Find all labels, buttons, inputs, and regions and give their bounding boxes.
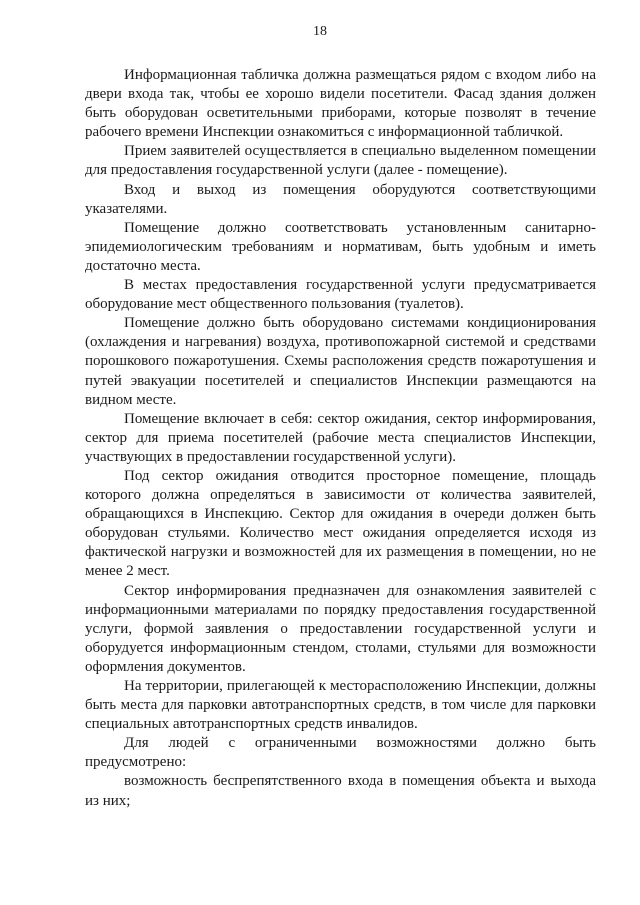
paragraph-sectors: Помещение включает в себя: сектор ожидания, сектор информирования, сектор для приема посетителей (рабочие места специалистов Инспекции, участвующих в предоставлении государственной услуги).: [85, 410, 596, 465]
document-body: [85, 66, 596, 811]
paragraph-waiting-sector: Под сектор ожидания отводится просторное помещение, площадь которого должна определяться в зависимости от количества заявителей, обращающихся в Инспекцию. Сектор для ожидания в очереди должен быть оборудован стульями. Количество мест ожидания определяется исходя из фактической нагрузки и возможностей для их размещения в помещении, но не менее 2 мест.: [85, 467, 596, 580]
paragraph-info-sign: Информационная табличка должна размещаться рядом с входом либо на двери входа так, чтобы ее хорошо видели посетители. Фасад здания должен быть оборудован осветительными приборами, которые позволят в течение рабочего времени Инспекции ознакомиться с информационной табличкой.: [85, 67, 596, 141]
page-number: 18: [313, 24, 327, 39]
paragraph-accessibility-entry: возможность беспрепятственного входа в помещения объекта и выхода из них;: [85, 773, 596, 809]
paragraph-accessibility-intro: Для людей с ограниченными возможностями должно быть предусмотрено:: [85, 735, 596, 771]
paragraph-information-sector: Сектор информирования предназначен для ознакомления заявителей с информационными материалами по порядку предоставления государственной услуги, формой заявления о предоставлении государственной услуги и оборудуется информационным стендом, столами, стульями для возможности оформления документов.: [85, 582, 596, 675]
paragraph-entrance-exit: Вход и выход из помещения оборудуются соответствующими указателями.: [85, 181, 596, 217]
paragraph-equipment: Помещение должно быть оборудовано системами кондиционирования (охлаждения и нагревания) воздуха, противопожарной системой и средствами порошкового пожаротушения. Схемы расположения средств пожаротушения и путей эвакуации посетителей и специалистов Инспекции размещаются на видном месте.: [85, 315, 596, 408]
paragraph-reception: Прием заявителей осуществляется в специально выделенном помещении для предоставления государственной услуги (далее - помещение).: [85, 143, 596, 179]
paragraph-public-facilities: В местах предоставления государственной услуги предусматривается оборудование мест общественного пользования (туалетов).: [85, 277, 596, 313]
paragraph-parking: На территории, прилегающей к месторасположению Инспекции, должны быть места для парковки автотранспортных средств, в том числе для парковки специальных автотранспортных средств инвалидов.: [85, 678, 596, 733]
paragraph-sanitary-requirements: Помещение должно соответствовать установленным санитарно-эпидемиологическим требованиям и нормативам, быть удобным и иметь достаточно места.: [85, 219, 596, 274]
